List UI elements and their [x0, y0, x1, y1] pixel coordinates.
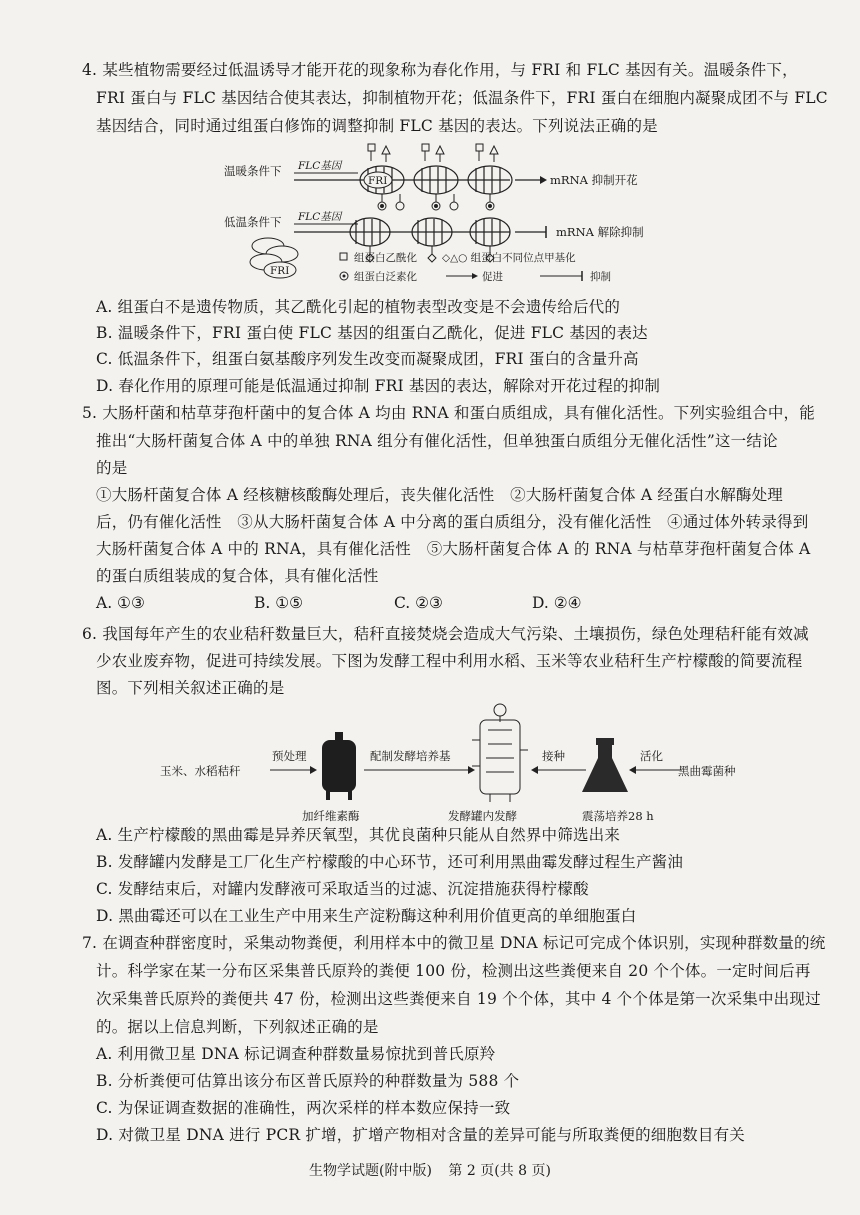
flow-raw: 玉米、水稻秸秆 — [160, 764, 241, 778]
q7-option-d: D. 对微卫星 DNA 进行 PCR 扩增，扩增产物相对含量的差异可能与所取粪便的细胞数目有关 — [96, 1126, 745, 1144]
q4-figure — [210, 140, 730, 285]
cold-label: 低温条件下 — [224, 215, 282, 229]
q4-stem-line-2: FRI 蛋白与 FLC 基因结合使其表达，抑制植物开花；低温条件下，FRI 蛋白在细胞内凝聚成团不与 FLC — [96, 89, 828, 107]
mrna-warm: mRNA 抑制开花 — [550, 173, 638, 187]
q6-stem-line-1: 6. 我国每年产生的农业秸秆数量巨大，秸秆直接焚烧会造成大气污染、土壤损伤，绿色处理秸秆能有效减 — [82, 625, 809, 643]
flow-tank1-label: 加纤维素酶 — [302, 809, 360, 823]
fermenter-icon — [472, 704, 528, 802]
q4-option-b: B. 温暖条件下，FRI 蛋白使 FLC 基因的组蛋白乙酰化，促进 FLC 基因的表达 — [96, 324, 648, 342]
q5-stem-line-2: 推出“大肠杆菌复合体 A 中的单独 RNA 组分有催化活性，但单独蛋白质组分无催化活性”这一结论 — [96, 432, 778, 450]
shake-flask-icon — [582, 738, 628, 792]
q5-choices — [96, 594, 796, 614]
legend-ubiq: 组蛋白泛素化 — [354, 271, 417, 283]
q7-stem-line-1: 7. 在调查种群密度时，采集动物粪便，利用样本中的微卫星 DNA 标记可完成个体识别，实现种群数量的统 — [82, 934, 826, 952]
q6-stem-line-3: 图。下列相关叙述正确的是 — [96, 679, 285, 697]
legend-methyl: ◇△○ 组蛋白不同位点甲基化 — [442, 252, 576, 264]
q5-stem-line-6: 大肠杆菌复合体 A 中的 RNA，具有催化活性 ⑤大肠杆菌复合体 A 的 RNA 与枯草芽孢杆菌复合体 A — [96, 540, 811, 558]
q6-option-d: D. 黑曲霉还可以在工业生产中用来生产淀粉酶这种利用价值更高的单细胞蛋白 — [96, 907, 637, 925]
q4-stem-line-3: 基因结合，同时通过组蛋白修饰的调整抑制 FLC 基因的表达。下列说法正确的是 — [96, 117, 658, 135]
footer-subject: 生物学试题(附中版) — [309, 1163, 432, 1179]
q6-stem-line-2: 少农业废弃物，促进可持续发展。下图为发酵工程中利用水稻、玉米等农业秸秆生产柠檬酸的简要流程 — [96, 652, 803, 670]
page-footer — [0, 1160, 860, 1180]
footer-page-number: 第 2 页(共 8 页) — [448, 1163, 551, 1179]
q6-flowchart — [150, 700, 750, 825]
q5-stem-line-7: 的蛋白质组装成的复合体，具有催化活性 — [96, 567, 379, 585]
flow-flask-label: 震荡培养28 h — [582, 809, 654, 823]
q5-stem-line-4: ①大肠杆菌复合体 A 经核糖核酸酶处理后，丧失催化活性 ②大肠杆菌复合体 A 经蛋白水解酶处理 — [96, 486, 783, 504]
q4-option-c: C. 低温条件下，组蛋白氨基酸序列发生改变而凝聚成团，FRI 蛋白的含量升高 — [96, 350, 639, 368]
flow-inoculate: 接种 — [542, 749, 565, 763]
q7-stem-line-3: 次采集普氏原羚的粪便共 47 份，检测出这些粪便来自 19 个个体，其中 4 个个体是第一次采集中出现过 — [96, 990, 821, 1008]
q6-option-a: A. 生产柠檬酸的黑曲霉是异养厌氧型，其优良菌种只能从自然界中筛选出来 — [96, 826, 621, 844]
warm-label: 温暖条件下 — [224, 164, 282, 178]
q4-option-d: D. 春化作用的原理可能是低温通过抑制 FRI 基因的表达，解除对开花过程的抑制 — [96, 377, 661, 395]
q5-choice-b: B. ①⑤ — [254, 594, 304, 612]
q5-choice-a: A. ①③ — [96, 594, 145, 612]
q7-option-b: B. 分析粪便可估算出该分布区普氏原羚的种群数量为 588 个 — [96, 1072, 520, 1090]
q7-stem-line-2: 计。科学家在某一分布区采集普氏原羚的粪便 100 份，检测出这些粪便来自 20 个个体。一定时间后再 — [96, 962, 811, 980]
q4-option-a: A. 组蛋白不是遗传物质，其乙酰化引起的植物表型改变是不会遗传给后代的 — [96, 298, 621, 316]
q4-stem-line-1: 4. 某些植物需要经过低温诱导才能开花的现象称为春化作用，与 FRI 和 FLC 基因有关。温暖条件下， — [82, 61, 798, 79]
legend-inhibit: 抑制 — [590, 271, 611, 283]
flc-gene-label-warm: FLC基因 — [298, 160, 342, 172]
fri-label-cold: FRI — [270, 265, 290, 277]
q7-stem-line-4: 的。据以上信息判断，下列叙述正确的是 — [96, 1018, 379, 1036]
flow-pretreat: 预处理 — [272, 749, 307, 763]
q6-option-c: C. 发酵结束后，对罐内发酵液可采取适当的过滤、沉淀措施获得柠檬酸 — [96, 880, 589, 898]
flow-tank2-label: 发酵罐内发酵 — [448, 809, 517, 823]
legend-acetyl-icon — [340, 253, 347, 260]
acetyl-marks — [368, 144, 498, 162]
q5-choice-c: C. ②③ — [394, 594, 443, 612]
flc-gene-label-cold: FLC基因 — [298, 211, 342, 223]
q7-option-a: A. 利用微卫星 DNA 标记调查种群数量易惊扰到普氏原羚 — [96, 1045, 496, 1063]
ubiquitin-marks-warm — [378, 194, 494, 210]
enzyme-tank-icon — [322, 732, 356, 800]
q5-stem-line-5: 后，仍有催化活性 ③从大肠杆菌复合体 A 中分离的蛋白质组分，没有催化活性 ④通过体外转录得到 — [96, 513, 809, 531]
legend-promote: 促进 — [482, 271, 503, 283]
flow-activate: 活化 — [640, 749, 663, 763]
q5-stem-line-1: 5. 大肠杆菌和枯草芽孢杆菌中的复合体 A 均由 RNA 和蛋白质组成，具有催化活性。下列实验组合中，能 — [82, 404, 815, 422]
fri-label-warm: FRI — [368, 175, 388, 187]
q6-option-b: B. 发酵罐内发酵是工厂化生产柠檬酸的中心环节，还可利用黑曲霉发酵过程生产酱油 — [96, 853, 684, 871]
q7-option-c: C. 为保证调查数据的准确性，两次采样的样本数应保持一致 — [96, 1099, 511, 1117]
legend-acetyl: 组蛋白乙酰化 — [354, 252, 417, 264]
q5-stem-line-3: 的是 — [96, 459, 128, 477]
flow-medium: 配制发酵培养基 — [370, 749, 451, 763]
mrna-cold: mRNA 解除抑制 — [556, 225, 644, 239]
q5-choice-d: D. ②④ — [532, 594, 582, 612]
flow-strain: 黑曲霉菌种 — [678, 764, 736, 778]
